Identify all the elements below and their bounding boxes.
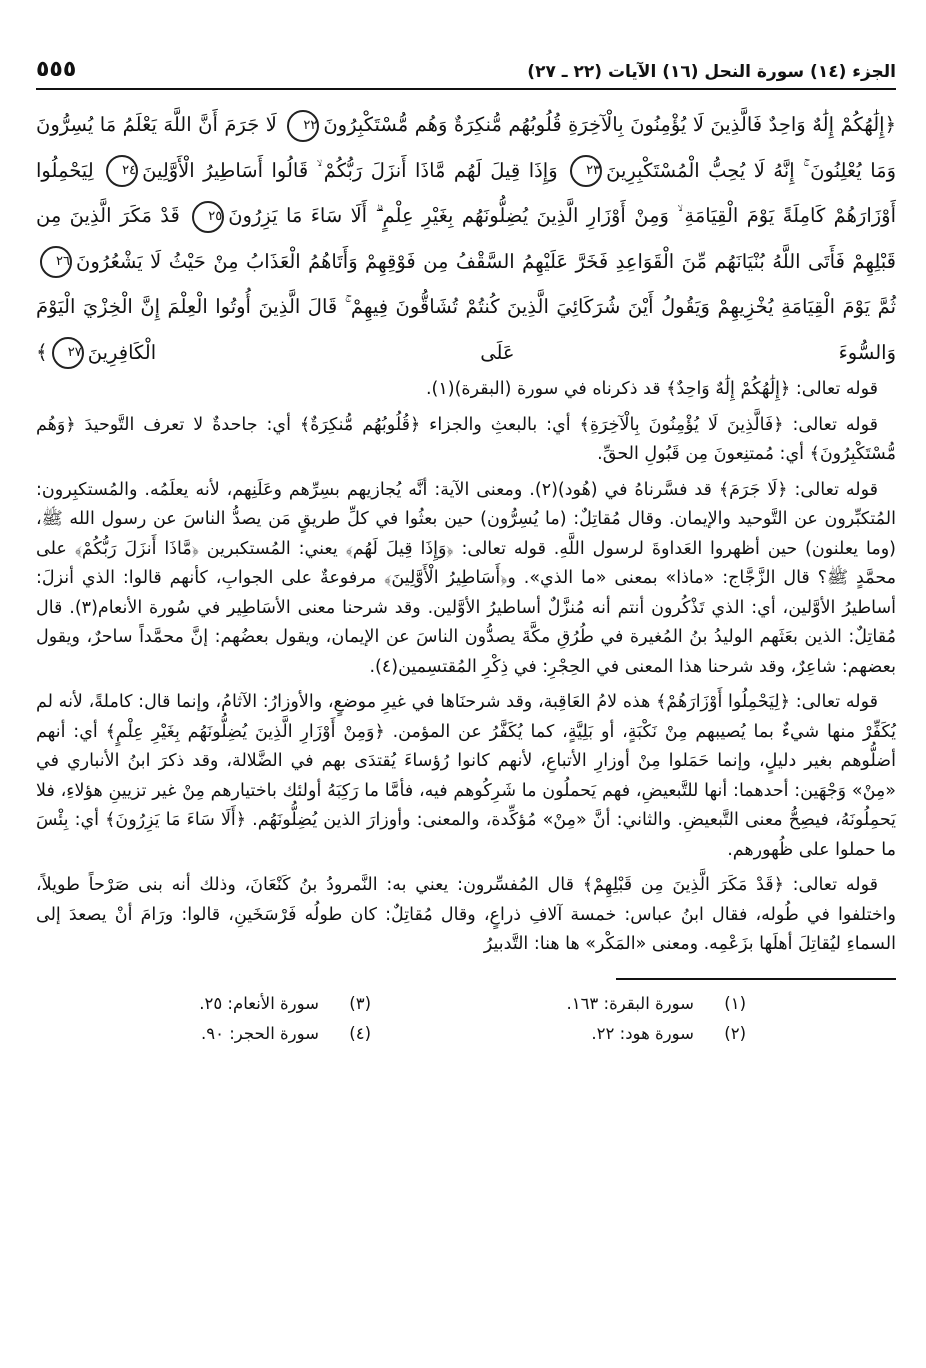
footnote: (٤) سورة الحجر: ٩٠. — [200, 1023, 371, 1043]
commentary-paragraph: قوله تعالى: ﴿قَدْ مَكَرَ الَّذِينَ مِن قَبْلِهِمْ﴾ قال المُفسِّرون: يعني به: النَّمرودُ بنُ كَنْعَانَ، وذلك أنه بنى صَرْحاً طويلاً، واختلفوا في طُوله، فقال ابنُ عباس: خمسة آلافِ ذراعٍ، وقال مُقاتِلٌ: كان طولُه فَرْسَخَينِ، قالوا: ورَامَ أنْ يصعدَ إلى السماءِ ليُقاتِلَ أهلَها بزَعْمِه. ومعنى «المَكْر» ها هنا: التَّدبيرُ — [36, 875, 896, 954]
page-header — [36, 40, 896, 90]
verse-25: لِيَحْمِلُوا أَوْزَارَهُمْ كَامِلَةً يَوْمَ الْقِيَامَةِ ۙ وَمِنْ أَوْزَارِ الَّذِينَ يُضِلُّونَهُم بِغَيْرِ عِلْمٍ ۗ أَلَا سَاءَ مَا يَزِرُونَ٢٥ — [36, 159, 896, 228]
verse-number-marker: ٢٥ — [192, 201, 224, 233]
closing-bracket: ﴾ — [36, 339, 48, 364]
footnote: (١) سورة البقرة: ١٦٣. — [566, 993, 746, 1013]
verse-number-marker: ٢٢ — [287, 110, 319, 142]
verse-number-marker: ٢٧ — [52, 337, 84, 369]
verse-number-marker: ٢٤ — [106, 155, 138, 187]
footnotes — [36, 990, 896, 1048]
page — [36, 40, 896, 1048]
page-number: ٥٥٥ — [36, 57, 77, 82]
footnote-divider — [616, 978, 896, 980]
commentary-paragraph: قوله تعالى: ﴿فَالَّذِينَ لَا يُؤْمِنُونَ بِالْآخِرَةِ﴾ أي: بالبعثِ والجزاء ﴿قُلُوبُهُم مُّنكِرَةٌ﴾ أي: جاحدةٌ لا تعرف التَّوحيدَ ﴿وَهُم مُّسْتَكْبِرُونَ﴾ أي: مُمتنِعونَ مِن قَبُولِ الحقِّ. — [36, 414, 896, 464]
verse-22: ﴿إِلَٰهُكُمْ إِلَٰهٌ وَاحِدٌ فَالَّذِينَ لَا يُؤْمِنُونَ بِالْآخِرَةِ قُلُوبُهُم مُّنكِرَةٌ وَهُم مُّسْتَكْبِرُونَ٢٢ — [283, 113, 896, 136]
commentary-paragraph: قوله تعالى: ﴿إِلَٰهُكُمْ إِلَٰهٌ وَاحِدٌ﴾ قد ذكرناه في سورة (البقرة)(١). — [425, 379, 878, 399]
commentary — [36, 375, 896, 960]
commentary-paragraph: قوله تعالى: ﴿لِيَحْمِلُوا أَوْزَارَهُمْ﴾ هذه لامُ العَاقِبة، وقد شرحنَاها في غيرِ موضعٍ، والأوزارُ: الآثامُ، وإنما قال: كاملةً، لأنه لم يُكَفِّرْ منها شيءٌ بما يُصيبهم مِنْ نَكْبَةٍ، أو بَلِيَّةٍ، كما يُكَفَّرُ عن المؤمن. ﴿وَمِنْ أَوْزَارِ الَّذِينَ يُضِلُّونَهُم بِغَيْرِ عِلْمٍ﴾ أي: أنهم أضلُّوهم بغير دليلٍ، وإنما حَمَلوا مِنْ أوزارِ الأتباعِ، لأنهم كانوا رُؤساءَ يُقتدَى بهم في الضَّلالة، وقد ذكرَ ابنُ الأنباري في «مِنْ» وَجْهَين: أحدهما: أنها للتَّبعيضِ، فهم يَحملُون ما شَرِكُوهم فيه، فأمَّا ما رَكِبَهُ أولئك باختيارهم مِنْ غير تزيينِ هؤلاءِ، فلا يَحمِلُونَهُ، فيصِحُّ معنى التَّبعيضِ. والثاني: أنَّ «مِنْ» مُؤكِّدة، والمعنى: وأوزارَ الذين يُضِلُّونَهُم. ﴿أَلَا سَاءَ مَا يَزِرُونَ﴾ أي: بِئْسَ ما حملوا على ظُهورهم. — [36, 692, 896, 860]
verse-number-marker: ٢٦ — [40, 246, 72, 278]
verse-23: لَا جَرَمَ أَنَّ اللَّهَ يَعْلَمُ مَا يُسِرُّونَ وَمَا يُعْلِنُونَ ۚ إِنَّهُ لَا يُحِبُّ الْمُسْتَكْبِرِينَ٢٣ — [36, 113, 896, 182]
verse-26: قَدْ مَكَرَ الَّذِينَ مِن قَبْلِهِمْ فَأَتَى اللَّهُ بُنْيَانَهُم مِّنَ الْقَوَاعِدِ فَخَرَّ عَلَيْهِمُ السَّقْفُ مِن فَوْقِهِمْ وَأَتَاهُمُ الْعَذَابُ مِنْ حَيْثُ لَا يَشْعُرُونَ٢٦ — [36, 204, 896, 273]
running-title: الجزء (١٤) سورة النحل (١٦) الآيات (٢٢ ـ ٢٧) — [527, 62, 896, 82]
verse-number-marker: ٢٣ — [570, 155, 602, 187]
commentary-paragraph: قوله تعالى: ﴿لَا جَرَمَ﴾ قد فسَّرناهُ في (هُود)(٢). ومعنى الآية: أنَّه يُجازيهم بسِرِّهم وعَلَنِهم، لأنه يعلَمُه. والمُستكبِرون: المُتكبِّرون عن التَّوحيد والإيمان. وقال مُقاتِلٌ: (ما يُسِرُّون) حين بعثُوا في كلِّ طريقٍ مَن يصدُّ الناسَ عن رسول الله ﷺ، (وما يعلنون) حين أظهروا العَداوةَ لرسول اللَّهِ. قوله تعالى: ﴿وَإِذَا قِيلَ لَهُم﴾ يعني: المُستكبرين ﴿مَّاذَا أَنزَلَ رَبُّكُمْ﴾ على محمَّدٍ ﷺ؟ قال الزَّجَّاج: «ماذا» بمعنى «ما الذي». و﴿أَسَاطِيرُ الْأَوَّلِينَ﴾ مرفوعةٌ على الجوابِ، كأنهم قالوا: الذي أنزلَ: أساطيرُ الأوَّلين، أي: الذي تَذْكُرون أنتم أنه مُنزَّلٌ أساطيرُ الأوَّلين. وقد شرحنا معنى الأسَاطِير في سُورة الأنعام(٣). قال مُقاتِلٌ: الذين بعَثَهم الوليدُ بنُ المُغيرة في طُرُقِ مكَّةَ يصدُّون الناسَ عن الإيمان، ويقول بعضُهم: إنَّ محمَّداً ساحرٌ، ويقول بعضهم: شاعِرٌ، وقد شرحنا هذا المعنى في الحِجْرِ: في ذِكْرِ المُقتسِمين(٤). — [36, 479, 896, 677]
quran-verses — [36, 102, 896, 375]
verse-24: وَإِذَا قِيلَ لَهُم مَّاذَا أَنزَلَ رَبُّكُمْ ۙ قَالُوا أَسَاطِيرُ الْأَوَّلِينَ٢٤ — [102, 159, 558, 182]
footnote: (٢) سورة هود: ٢٢. — [591, 1023, 746, 1043]
footnote: (٣) سورة الأنعام: ٢٥. — [199, 993, 371, 1013]
verse-27: ثُمَّ يَوْمَ الْقِيَامَةِ يُخْزِيهِمْ وَيَقُولُ أَيْنَ شُرَكَائِيَ الَّذِينَ كُنتُمْ تُشَاقُّونَ فِيهِمْ ۚ قَالَ الَّذِينَ أُوتُوا الْعِلْمَ إِنَّ الْخِزْيَ الْيَوْمَ وَالسُّوءَ عَلَى الْكَافِرِينَ٢٧﴾ — [36, 295, 896, 364]
